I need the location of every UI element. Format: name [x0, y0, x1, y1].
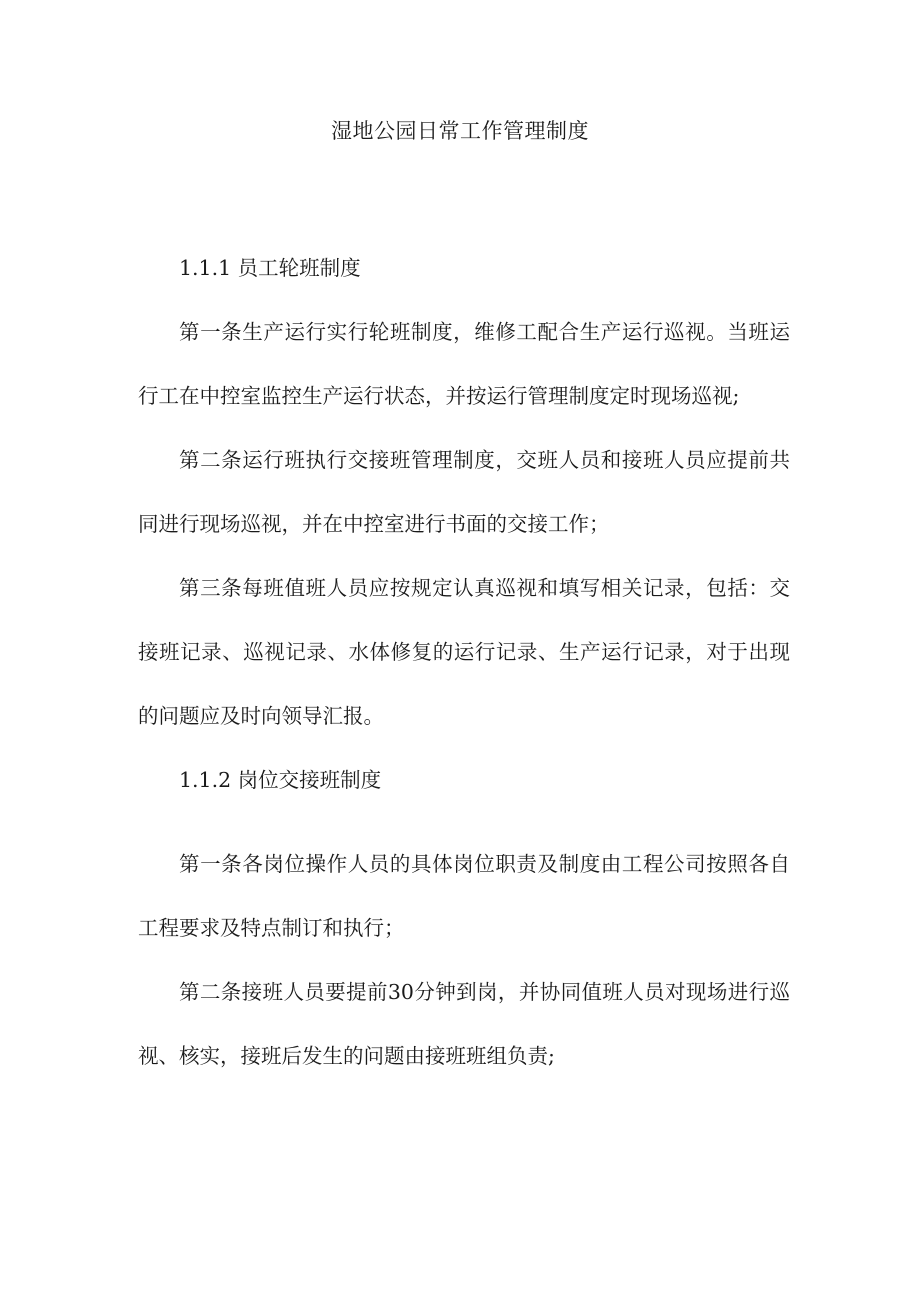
document-title: 湿地公园日常工作管理制度: [331, 119, 589, 143]
paragraph-post-responsibilities: 第一条各岗位操作人员的具体岗位职责及制度由工程公司按照各自工程要求及特点制订和执行；: [138, 852, 790, 940]
paragraph-duty-records: 第三条每班值班人员应按规定认真巡视和填写相关记录，包括：交接班记录、巡视记录、水体修复的运行记录、生产运行记录，对于出现的问题应及时向领导汇报。: [138, 576, 790, 728]
document-body: [138, 236, 790, 1088]
paragraph-handover-management: 第二条运行班执行交接班管理制度，交班人员和接班人员应提前共同进行现场巡视，并在中控室进行书面的交接工作；: [138, 448, 790, 536]
section-heading-1-1-2: 1.1.2 岗位交接班制度: [179, 768, 382, 792]
paragraph-arrival-time: 第二条接班人员要提前30分钟到岗，并协同值班人员对现场进行巡视、核实，接班后发生的问题由接班班组负责;: [138, 980, 790, 1068]
section-spacer: [138, 812, 790, 832]
paragraph-shift-rotation: 第一条生产运行实行轮班制度，维修工配合生产运行巡视。当班运行工在中控室监控生产运行状态，并按运行管理制度定时现场巡视;: [138, 320, 790, 408]
section-heading-1-1-1: 1.1.1 员工轮班制度: [179, 256, 361, 280]
